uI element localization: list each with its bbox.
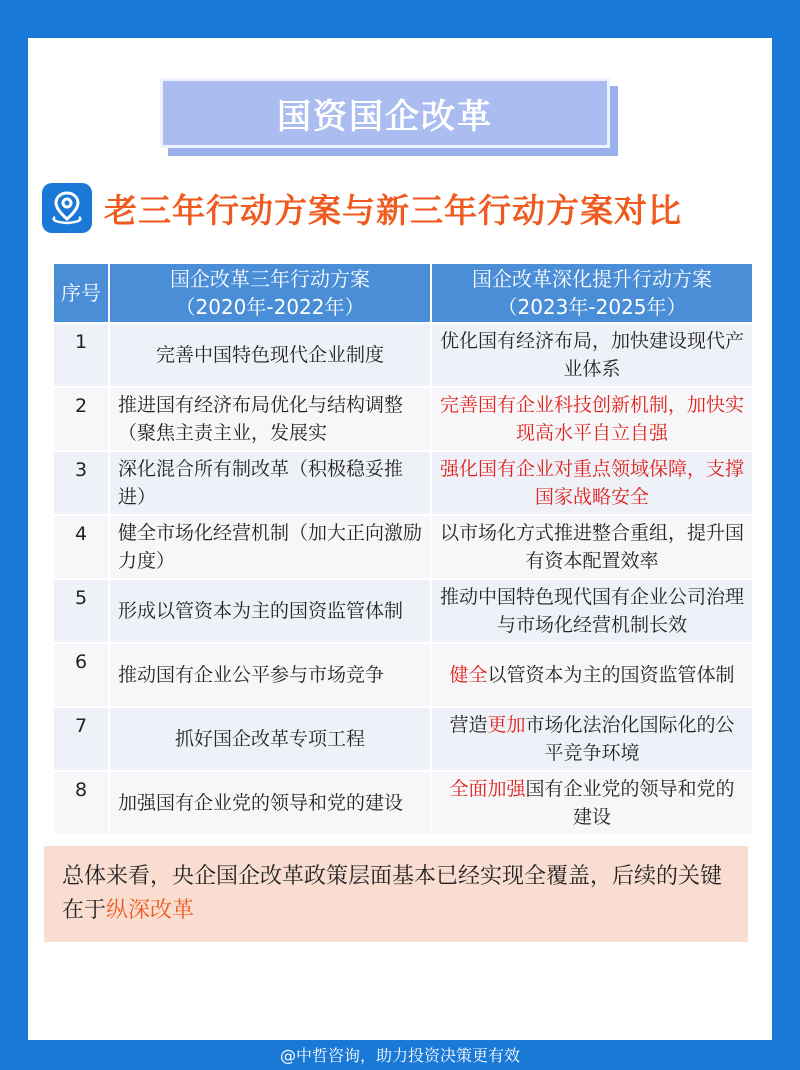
- row-old-plan: 抓好国企改革专项工程: [109, 707, 431, 771]
- row-new-text: 优化国有经济布局，加快建设现代产业体系: [440, 330, 745, 380]
- header-new-years: （2023年-2025年）: [497, 295, 687, 319]
- table-row: [53, 771, 753, 835]
- row-num: 8: [53, 771, 109, 835]
- summary-box: [44, 846, 748, 942]
- row-new-plan: [431, 579, 753, 643]
- row-new-text: 以市场化方式推进整合重组，提升国有资本配置效率: [440, 522, 745, 572]
- header-old-years: （2020年-2022年）: [175, 295, 365, 319]
- table-row: [53, 579, 753, 643]
- header-new-title: 国企改革深化提升行动方案: [472, 267, 712, 291]
- row-new-red-text: 更加: [487, 714, 526, 736]
- row-new-text: 推动中国特色现代国有企业公司治理与市场化经营机制长效: [440, 586, 745, 636]
- row-old-plan: 加强国有企业党的领导和党的建设: [109, 771, 431, 835]
- row-new-red-text: 全面加强: [449, 778, 526, 800]
- footer-credit: @中哲咨询，助力投资决策更有效: [279, 1046, 520, 1065]
- row-new-plan: [431, 707, 753, 771]
- row-new-plan: [431, 323, 753, 387]
- comparison-table: [52, 262, 754, 836]
- table-row: [53, 515, 753, 579]
- row-new-red-text: 健全: [449, 664, 488, 686]
- header-old-plan: [109, 263, 431, 323]
- table-row: [53, 707, 753, 771]
- header-num: 序号: [53, 263, 109, 323]
- row-num: 4: [53, 515, 109, 579]
- location-pin-icon: [42, 183, 92, 233]
- row-new-prefix: 营造: [449, 714, 488, 736]
- row-new-plan: [431, 643, 753, 707]
- row-num: 3: [53, 451, 109, 515]
- row-new-text: 国有企业党的领导和党的建设: [525, 778, 735, 828]
- row-num: 7: [53, 707, 109, 771]
- summary-text: 总体来看，央企国企改革政策层面基本已经实现全覆盖，后续的关键在于: [62, 864, 723, 923]
- subtitle-row: [42, 178, 762, 238]
- header-old-title: 国企改革三年行动方案: [170, 267, 370, 291]
- row-new-plan: [431, 451, 753, 515]
- row-new-text: 市场化法治化国际化的公平竞争环境: [525, 714, 735, 764]
- table-header-row: [53, 263, 753, 323]
- row-old-plan: 完善中国特色现代企业制度: [109, 323, 431, 387]
- table-row: [53, 387, 753, 451]
- row-new-text: 以管资本为主的国资监管体制: [487, 664, 735, 686]
- table-row: [53, 451, 753, 515]
- row-num: 6: [53, 643, 109, 707]
- table-row: [53, 643, 753, 707]
- row-old-plan: 推进国有经济布局优化与结构调整（聚焦主责主业，发展实: [109, 387, 431, 451]
- row-new-plan: [431, 771, 753, 835]
- row-new-plan: [431, 387, 753, 451]
- page-title: 国资国企改革: [277, 96, 493, 137]
- summary-highlight: 纵深改革: [106, 898, 195, 923]
- row-new-red-text: 强化国有企业对重点领域保障，支撑国家战略安全: [440, 458, 745, 508]
- row-new-red-text: 完善国有企业科技创新机制，加快实现高水平自立自强: [440, 394, 745, 444]
- row-num: 1: [53, 323, 109, 387]
- content-card: [28, 38, 772, 1040]
- section-subtitle: 老三年行动方案与新三年行动方案对比: [104, 190, 682, 230]
- row-old-plan: 形成以管资本为主的国资监管体制: [109, 579, 431, 643]
- row-new-plan: [431, 515, 753, 579]
- table-row: [53, 323, 753, 387]
- row-old-plan: 推动国有企业公平参与市场竞争: [109, 643, 431, 707]
- row-old-plan: 健全市场化经营机制（加大正向激励力度）: [109, 515, 431, 579]
- row-num: 5: [53, 579, 109, 643]
- header-new-plan: [431, 263, 753, 323]
- row-num: 2: [53, 387, 109, 451]
- row-old-plan: 深化混合所有制改革（积极稳妥推进）: [109, 451, 431, 515]
- title-banner: [160, 78, 610, 148]
